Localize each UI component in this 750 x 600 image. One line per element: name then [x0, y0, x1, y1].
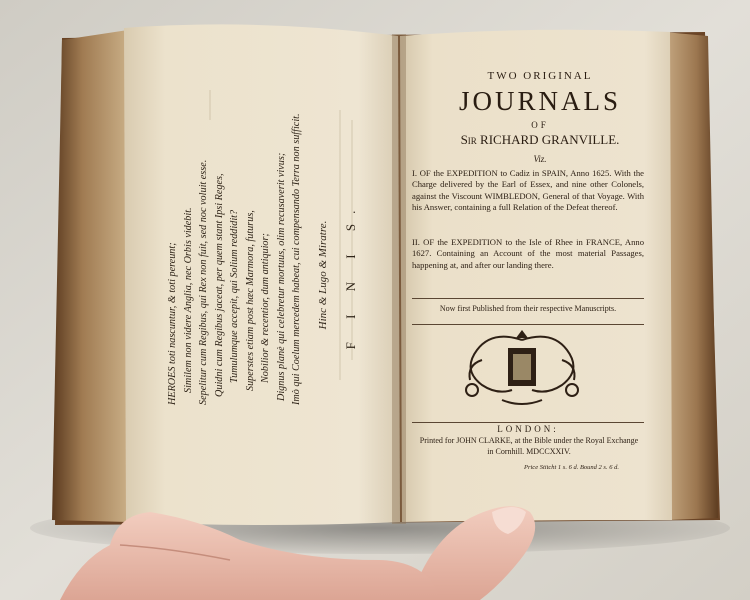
left-page-verse [165, 113, 358, 405]
verse-line: HEROES toti nascuntur, & toti pereunt; [167, 242, 178, 405]
verse-line: Dignus planè qui celebretur mortuus, olim recusaverit vivus; [275, 152, 287, 401]
rule-divider [412, 422, 644, 423]
verse-line: Sepelitur cum Regibus, qui Rex non fuit, sed noc voluit esse. [198, 159, 209, 405]
verse-line: Tumulumque accepit, qui Solium reddidit? [229, 209, 240, 383]
expedition-rhee-paragraph: II. OF the EXPEDITION to the Isle of Rhee in FRANCE, Anno 1627. Containing an Account of the most material Passages, happening at, and after our landing there. [412, 237, 644, 270]
verse-line: Quidni cum Regibus jaceat, per quem stant Ipsi Reges, [213, 173, 225, 397]
published-note: Now first Published from their respective Manuscripts. [439, 304, 617, 313]
verse-line: Similem non videre Anglia, nec Orbis videbit. [182, 207, 194, 393]
title-line-journals: JOURNALS [458, 86, 622, 116]
left-page-edge [52, 30, 128, 522]
imprint-printer: Printed for JOHN CLARKE, at the Bible under the Royal Exchange in Cornhill. MDCCXXIV. [419, 436, 639, 456]
verse-line: Nobilior & recentior, dum antiquior; [260, 233, 271, 383]
verse-line: Superstes etiam post hæc Marmora, futurus, [244, 210, 256, 391]
verse-block [165, 113, 305, 405]
title-viz: Viz. [533, 154, 547, 164]
title-line-two-original: TWO ORIGINAL [487, 70, 593, 82]
title-page [402, 40, 674, 510]
title-line-of: OF [531, 120, 549, 130]
expedition-cadiz-paragraph: I. OF the EXPEDITION to Cadiz in SPAIN, Anno 1625. With the Charge delivered by the Earl of Essex, and nine other Colonels, against the Viscount WIMBLEDON, General of that Voyage. With his Answer, containing a full Relation of the Defeat thereof. [412, 168, 644, 213]
verse-line: Imò qui Coelum mercedem habeat, cui compensando Terra non sufficit. [291, 113, 302, 405]
motto: Hinc & Lugo & Miratre. [316, 220, 329, 330]
finis: F I N I S. [342, 200, 358, 350]
price-note: Price Stitcht 1 s. 6 d. Bound 2 s. 6 d. [524, 464, 619, 471]
printers-ornament-icon [442, 330, 602, 410]
rule-divider [412, 324, 644, 325]
rule-divider [412, 298, 644, 299]
title-line-author: Sir RICHARD GRANVILLE. [460, 132, 620, 147]
imprint-city: LONDON: [497, 424, 559, 434]
